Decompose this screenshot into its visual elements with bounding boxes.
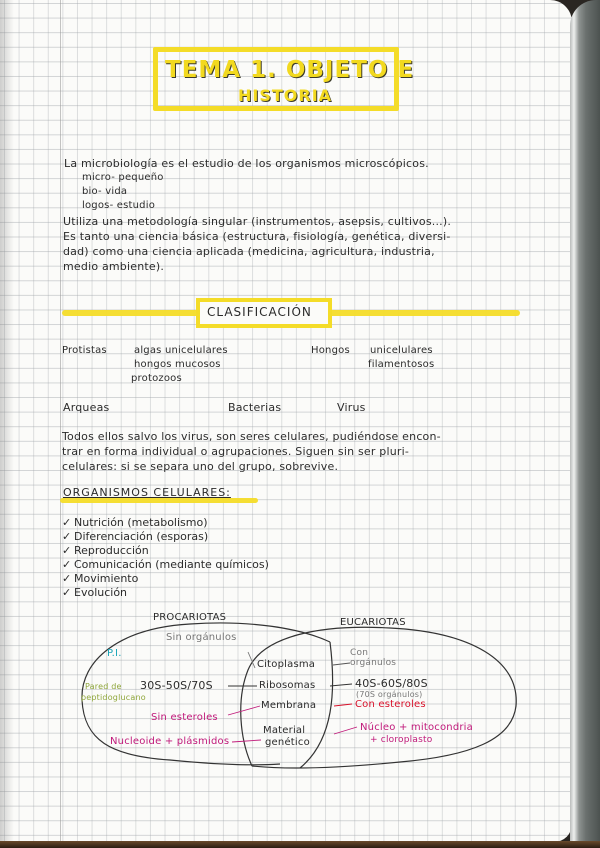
- center-genetico: genético: [265, 737, 310, 748]
- check-list-item: ✓ Nutrición (metabolismo): [62, 516, 208, 529]
- center-material: Material: [263, 725, 306, 736]
- label-pi: P.I.: [107, 648, 122, 659]
- paragraph-line: Es tanto una ciencia básica (estructura, fisiología, genética, diversi-: [63, 230, 451, 243]
- center-ribosomas: Ribosomas: [259, 680, 316, 691]
- center-membrana: Membrana: [261, 700, 317, 711]
- check-icon: ✓: [62, 544, 72, 557]
- section-heading-clasificacion: CLASIFICACIÓN: [207, 305, 312, 319]
- label-ribosomas-70s: 30S-50S/70S: [140, 679, 213, 692]
- protistas-label: Protistas: [62, 345, 107, 356]
- label-organulos: orgánulos: [350, 658, 397, 668]
- notebook-spine: [570, 0, 600, 848]
- check-icon: ✓: [62, 516, 72, 529]
- label-con: Con: [350, 648, 369, 658]
- check-list-item: ✓ Movimiento: [62, 572, 139, 585]
- paragraph-line: trar en forma individual o agrupaciones. Siguen sin ser pluri-: [62, 445, 410, 458]
- check-list-item: ✓ Evolución: [62, 586, 128, 599]
- check-icon: ✓: [62, 530, 72, 543]
- label-nucleo: Núcleo + mitocondria: [360, 722, 473, 733]
- page-subtitle: HISTORIA: [238, 86, 333, 105]
- center-citoplasma: Citoplasma: [257, 659, 316, 670]
- etymology-item: logos- estudio: [82, 200, 156, 211]
- check-list-item: ✓ Comunicación (mediante químicos): [62, 558, 269, 571]
- group-bacterias: Bacterias: [228, 401, 282, 414]
- label-cloroplasto: + cloroplasto: [370, 735, 433, 745]
- paragraph-line: dad) como una ciencia aplicada (medicina, agricultura, industria,: [63, 245, 435, 258]
- check-list-item: ✓ Diferenciación (esporas): [62, 530, 209, 543]
- paragraph-line: Utiliza una metodología singular (instrumentos, asepsis, cultivos...).: [63, 215, 452, 228]
- protistas-item: algas unicelulares: [134, 345, 228, 356]
- margin-line: [60, 0, 61, 842]
- paragraph-line: celulares: si se separa uno del grupo, sobrevive.: [62, 460, 339, 473]
- protistas-item: hongos mucosos: [134, 359, 221, 370]
- hongos-item: unicelulares: [370, 345, 433, 356]
- desk-edge: [0, 841, 600, 848]
- hongos-item: filamentosos: [368, 359, 435, 370]
- label-con-esteroles: Con esteroles: [355, 699, 426, 710]
- page-title: TEMA 1. OBJETO E: [165, 57, 415, 83]
- check-icon: ✓: [62, 586, 72, 599]
- label-pared: Pared de: [85, 682, 122, 691]
- group-virus: Virus: [337, 401, 366, 414]
- paragraph-line: medio ambiente).: [63, 260, 165, 273]
- label-sin-esteroles: Sin esteroles: [151, 712, 218, 723]
- label-ribosomas-note: (70S orgánulos): [356, 690, 423, 699]
- etymology-item: bio- vida: [82, 186, 128, 197]
- group-arqueas: Arqueas: [63, 401, 110, 414]
- paragraph-line: Todos ellos salvo los virus, son seres celulares, pudiéndose encon-: [62, 430, 441, 443]
- label-ribosomas-80s: 40S-60S/80S: [355, 677, 428, 690]
- etymology-item: micro- pequeño: [82, 172, 164, 183]
- venn-title-procariotas: PROCARIOTAS: [153, 612, 227, 623]
- definition-text: La microbiología es el estudio de los organismos microscópicos.: [64, 157, 429, 170]
- protistas-item: protozoos: [131, 373, 182, 384]
- hongos-label: Hongos: [311, 345, 350, 356]
- label-sin-organulos: Sin orgánulos: [166, 632, 237, 643]
- venn-title-eucariotas: EUCARIOTAS: [340, 617, 406, 628]
- label-nucleoide: Nucleoide + plásmidos: [110, 736, 230, 747]
- section-heading-organismos: ORGANISMOS CELULARES:: [63, 486, 231, 499]
- check-icon: ✓: [62, 558, 72, 571]
- check-icon: ✓: [62, 572, 72, 585]
- label-peptidoglucano: peptidoglucano: [81, 693, 146, 702]
- check-list-item: ✓ Reproducción: [62, 544, 149, 557]
